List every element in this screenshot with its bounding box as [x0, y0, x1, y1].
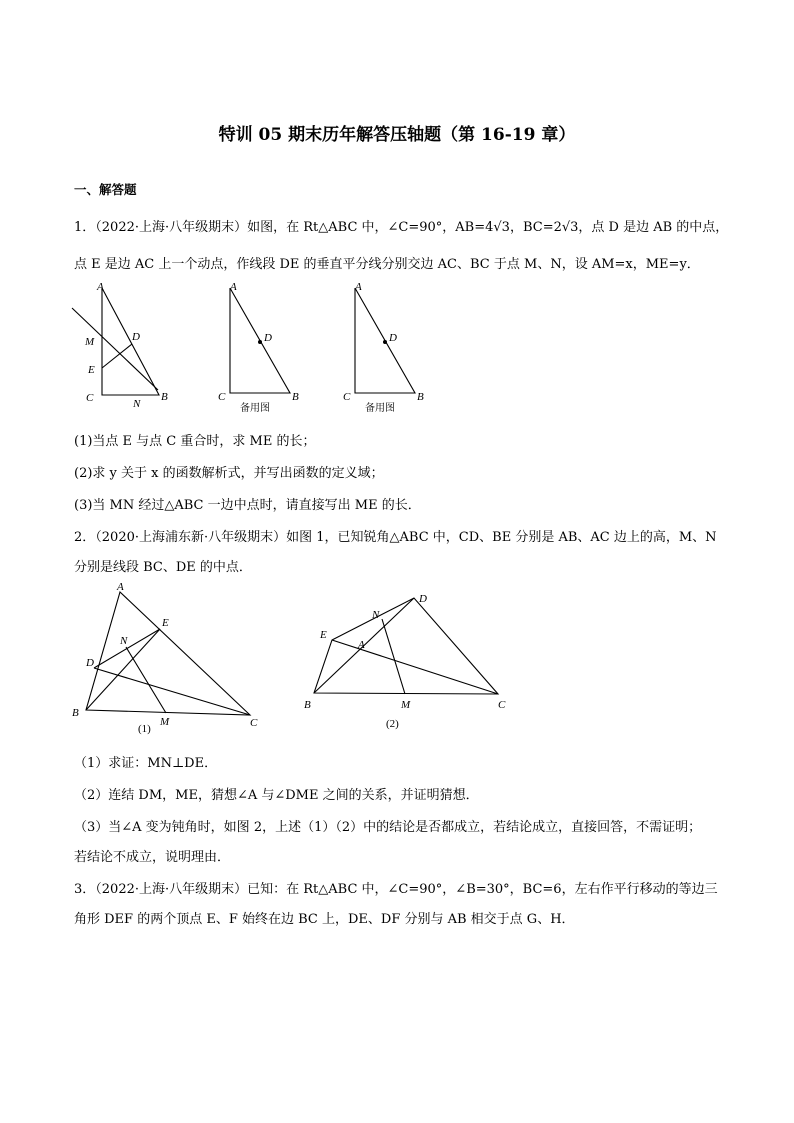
problem-3-line-1: 3．（2022·上海·八年级期末）已知：在 Rt△ABC 中，∠C=90°，∠B=30°，BC=6，左右作平行移动的等边三	[74, 882, 718, 897]
page-title: 特训 05 期末历年解答压轴题（第 16-19 章）	[218, 125, 576, 145]
problem-1-question-3: (3)当 MN 经过△ABC 一边中点时，请直接写出 ME 的长．	[74, 498, 421, 513]
problem-1-line-1: 1．（2022·上海·八年级期末）如图，在 Rt△ABC 中，∠C=90°，AB=4√3，BC=2√3，点 D 是边 AB 的中点，	[74, 220, 729, 235]
problem-2-figure-1	[68, 578, 268, 738]
problem-1-figure-main	[66, 280, 170, 410]
label-D: D	[264, 332, 272, 344]
label-N: N	[120, 635, 128, 647]
label-C: C	[498, 699, 506, 711]
problem-1-question-1: (1)当点 E 与点 C 重合时，求 ME 的长；	[74, 434, 316, 449]
problem-2-question-3-cont: 若结论不成立，说明理由．	[74, 850, 231, 865]
label-B: B	[304, 699, 311, 711]
section-heading: 一、解答题	[74, 182, 137, 197]
label-M: M	[401, 699, 411, 711]
problem-2-question-2: （2）连结 DM，ME，猜想∠A 与∠DME 之间的关系，并证明猜想．	[74, 788, 479, 803]
problem-1-question-2: (2)求 y 关于 x 的函数解析式，并写出函数的定义域；	[74, 466, 384, 481]
label-A: A	[355, 281, 362, 293]
label-D: D	[389, 332, 397, 344]
label-B: B	[292, 391, 299, 403]
label-M: M	[85, 336, 95, 348]
label-B: B	[161, 391, 168, 403]
problem-2-figure-2	[298, 588, 518, 733]
label-C: C	[218, 391, 226, 403]
label-E: E	[162, 617, 169, 629]
label-A: A	[97, 281, 104, 293]
label-E: E	[320, 629, 327, 641]
problem-2-line-1: 2．（2020·上海浦东新·八年级期末）如图 1，已知锐角△ABC 中，CD、BE 分别是 AB、AC 边上的高，M、N	[74, 530, 717, 545]
label-C: C	[343, 391, 351, 403]
problem-1-figure-spare-2	[343, 280, 443, 418]
label-M: M	[160, 716, 170, 728]
spare-figure-caption: 备用图	[365, 403, 395, 414]
problem-1-line-2: 点 E 是边 AC 上一个动点，作线段 DE 的垂直平分线分别交边 AC、BC 于点 M、N，设 AM=x，ME=y．	[74, 257, 700, 272]
label-A: A	[117, 581, 124, 593]
label-D: D	[132, 331, 140, 343]
problem-2-line-2: 分别是线段 BC、DE 的中点．	[74, 560, 252, 575]
problem-2-question-1: （1）求证：MN⊥DE．	[74, 756, 218, 771]
label-A: A	[358, 639, 365, 651]
label-N: N	[372, 609, 380, 621]
label-C: C	[250, 717, 258, 729]
label-E: E	[88, 364, 95, 376]
label-A: A	[230, 281, 237, 293]
label-B: B	[72, 707, 79, 719]
figure-label-2: (2)	[386, 718, 399, 730]
problem-3-line-2: 角形 DEF 的两个顶点 E、F 始终在边 BC 上，DE、DF 分别与 AB 相交于点 G、H．	[74, 912, 575, 927]
problem-1-figure-spare-1	[218, 280, 318, 418]
figure-label-1: (1)	[138, 723, 151, 735]
spare-figure-caption: 备用图	[240, 403, 270, 414]
label-D: D	[86, 657, 94, 669]
label-C: C	[86, 392, 94, 404]
label-D: D	[419, 593, 427, 605]
problem-2-question-3: （3）当∠A 变为钝角时，如图 2，上述（1）（2）中的结论是否都成立，若结论成立，直接回答，不需证明；	[74, 820, 702, 835]
label-B: B	[417, 391, 424, 403]
label-N: N	[133, 398, 141, 410]
